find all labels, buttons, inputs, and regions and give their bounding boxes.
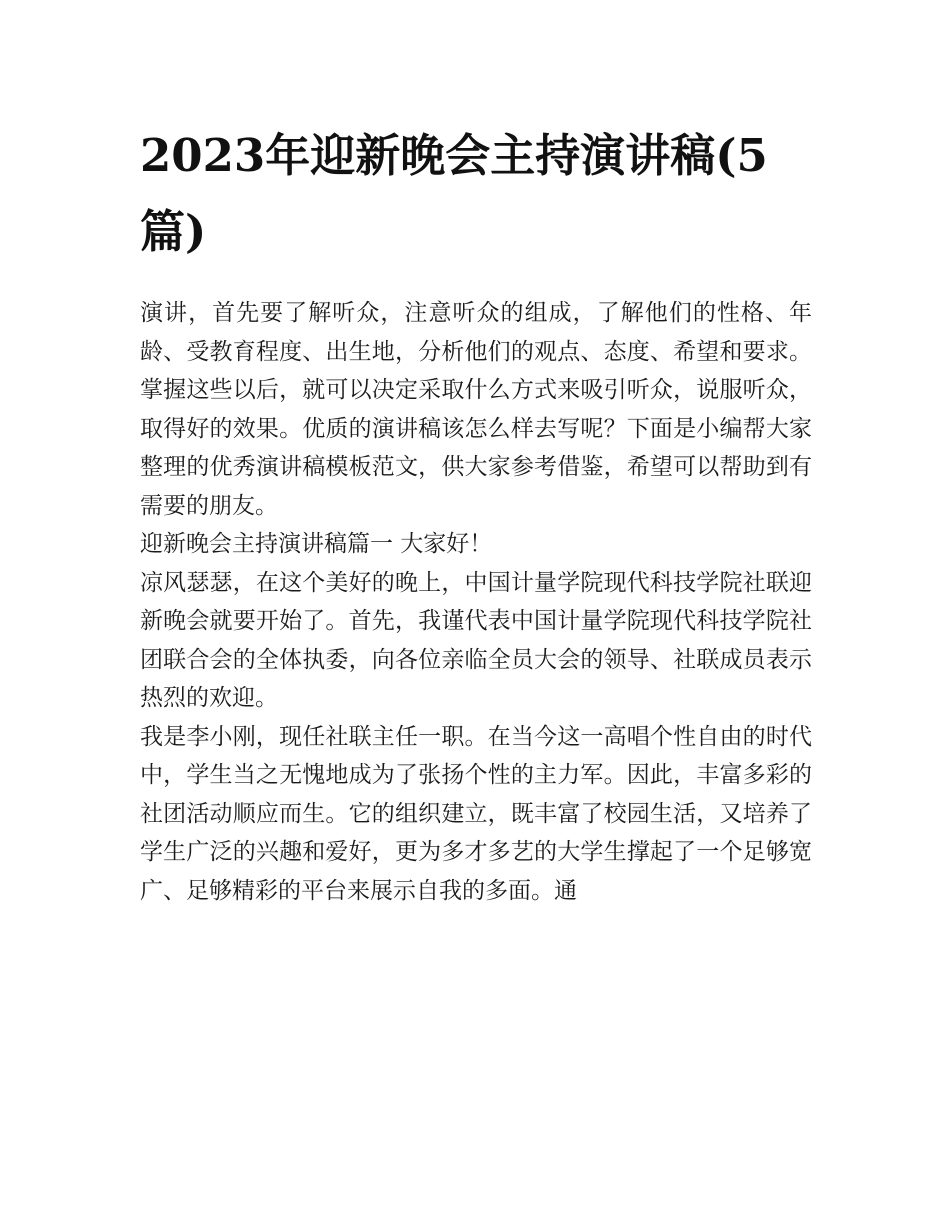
section-heading-paragraph: 迎新晚会主持演讲稿篇一 大家好！ — [140, 531, 493, 557]
document-content — [140, 118, 812, 910]
document-title: 2023年迎新晚会主持演讲稿(5篇) — [140, 129, 768, 258]
intro-paragraph: 演讲，首先要了解听众，注意听众的组成，了解他们的性格、年龄、受教育程度、出生地，分析他们的观点、态度、希望和要求。掌握这些以后，就可以决定采取什么方式来吸引听众，说服听众，取得好的效果。优质的演讲稿该怎么样去写呢？下面是小编帮大家整理的优秀演讲稿模板范文，供大家参考借鉴，希望可以帮助到有需要的朋友。 — [140, 300, 812, 519]
opening-paragraph: 凉风瑟瑟，在这个美好的晚上，中国计量学院现代科技学院社联迎新晚会就要开始了。首先，我谨代表中国计量学院现代科技学院社团联合会的全体执委，向各位亲临全员大会的领导、社联成员表示热烈的欢迎。 — [140, 569, 812, 711]
document-body — [140, 294, 812, 910]
self-introduction-paragraph: 我是李小刚，现任社联主任一职。在当今这一高唱个性自由的时代中，学生当之无愧地成为了张扬个性的主力军。因此，丰富多彩的社团活动顺应而生。它的组织建立，既丰富了校园生活，又培养了学生广泛的兴趣和爱好，更为多才多艺的大学生撑起了一个足够宽广、足够精彩的平台来展示自我的多面。通 — [140, 723, 812, 904]
